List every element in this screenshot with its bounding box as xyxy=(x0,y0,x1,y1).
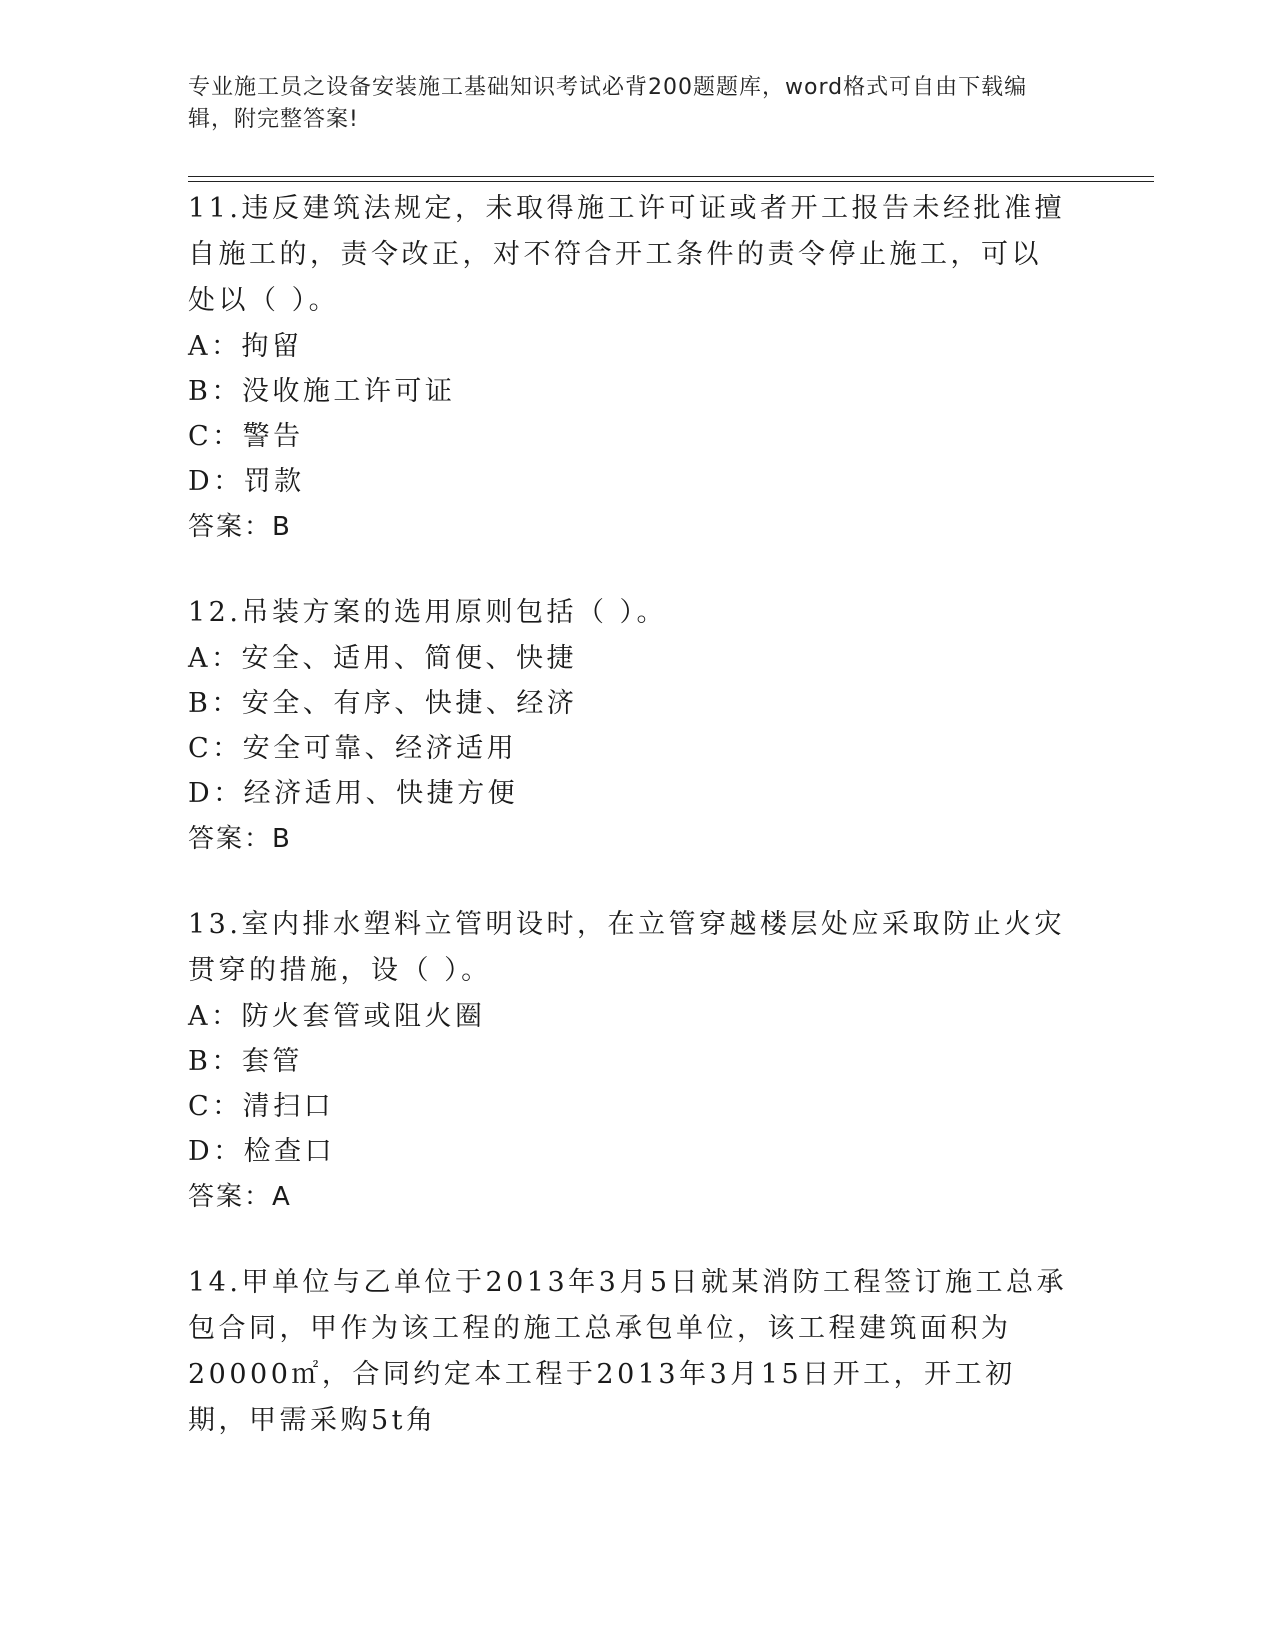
option-a: A：安全、适用、简便、快捷 xyxy=(188,643,577,674)
option-c: C：警告 xyxy=(188,421,304,452)
option-c: C：安全可靠、经济适用 xyxy=(188,733,518,764)
question-13 xyxy=(188,902,1068,1220)
header-divider-top xyxy=(188,176,1154,177)
question-14 xyxy=(188,1260,1068,1444)
option-d: D：检查口 xyxy=(188,1136,336,1167)
option-b: B：套管 xyxy=(188,1046,303,1077)
question-list xyxy=(188,186,1068,1484)
option-a: A：防火套管或阻火圈 xyxy=(188,1001,486,1032)
header-divider-bottom xyxy=(188,181,1154,182)
question-text: 11.违反建筑法规定，未取得施工许可证或者开工报告未经批准擅自施工的，责令改正，对不符合开工条件的责令停止施工，可以处以（ ）。 xyxy=(188,193,1065,316)
question-12 xyxy=(188,590,1068,862)
document-header: 专业施工员之设备安装施工基础知识考试必背200题题库，word格式可自由下载编辑，附完整答案! xyxy=(188,75,1028,132)
answer: 答案：B xyxy=(188,512,292,542)
question-text: 13.室内排水塑料立管明设时，在立管穿越楼层处应采取防止火灾贯穿的措施，设（ ）。 xyxy=(188,909,1065,986)
option-d: D：经济适用、快捷方便 xyxy=(188,778,519,809)
option-a: A：拘留 xyxy=(188,331,303,362)
answer: 答案：A xyxy=(188,1182,292,1212)
option-d: D：罚款 xyxy=(188,466,305,497)
question-11 xyxy=(188,186,1068,550)
option-c: C：清扫口 xyxy=(188,1091,335,1122)
answer: 答案：B xyxy=(188,824,292,854)
question-text: 12.吊装方案的选用原则包括（ ）。 xyxy=(188,597,668,628)
option-b: B：没收施工许可证 xyxy=(188,376,456,407)
question-text: 14.甲单位与乙单位于2013年3月5日就某消防工程签订施工总承包合同，甲作为该工程的施工总承包单位，该工程建筑面积为20000㎡，合同约定本工程于2013年3月15日开工，开工初期，甲需采购5t角 xyxy=(188,1267,1068,1436)
option-b: B：安全、有序、快捷、经济 xyxy=(188,688,578,719)
